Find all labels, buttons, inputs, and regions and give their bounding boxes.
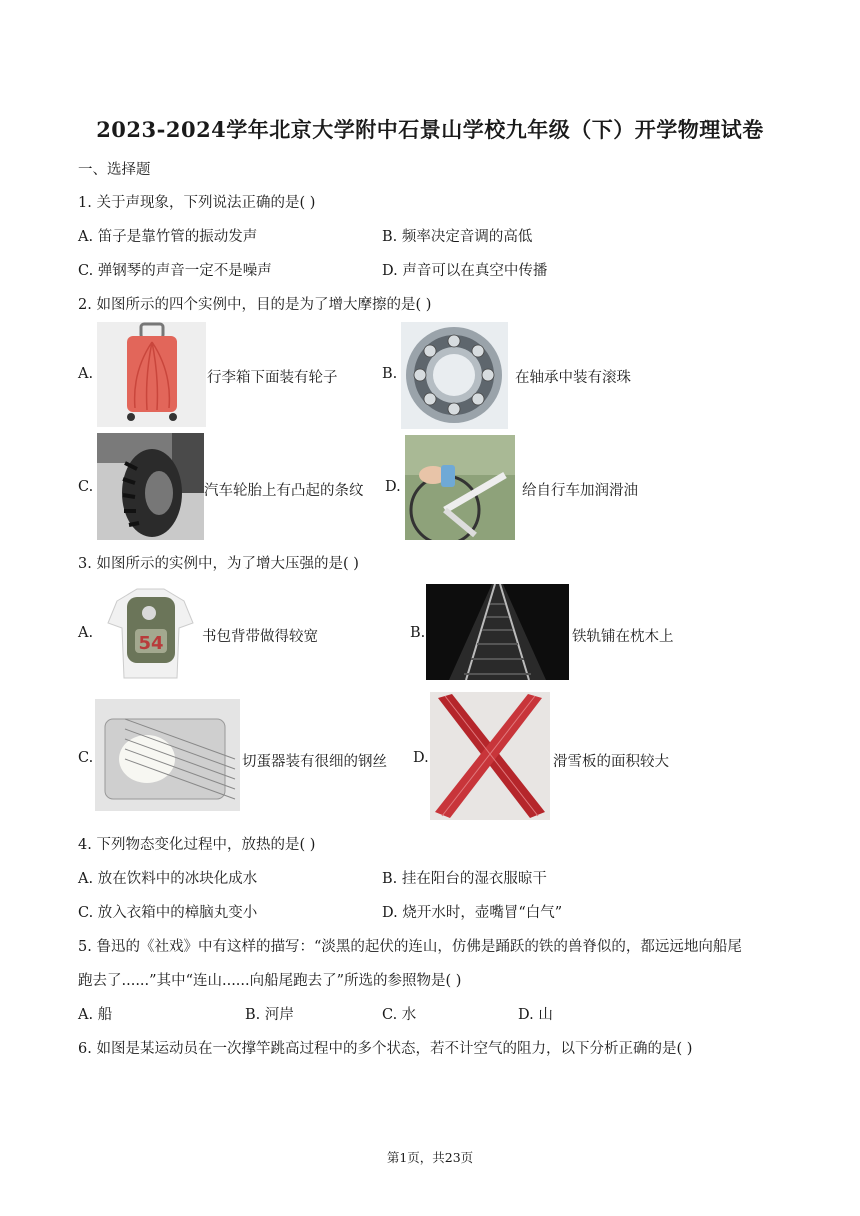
ball-bearing-image [401, 322, 508, 429]
skis-image [430, 692, 550, 820]
question-2-option-d-letter: D. [385, 479, 401, 495]
question-3-option-a-letter: A. [78, 625, 94, 641]
question-1-stem: 1. 关于声现象，下列说法正确的是( ) [78, 195, 316, 211]
question-2-option-b-caption: 在轴承中装有滚珠 [515, 370, 631, 386]
railway-track-image [426, 584, 569, 680]
question-4-option-c: C. 放入衣箱中的樟脑丸变小 [78, 905, 258, 921]
question-3-option-b-letter: B. [410, 625, 426, 641]
egg-slicer-image [95, 699, 240, 811]
question-2-option-d-caption: 给自行车加润滑油 [522, 483, 638, 499]
question-2-option-c-caption: 汽车轮胎上有凸起的条纹 [204, 483, 364, 499]
question-5-option-d: D. 山 [518, 1007, 553, 1023]
question-2-stem: 2. 如图所示的四个实例中，目的是为了增大摩擦的是( ) [78, 297, 432, 313]
question-2-option-c-letter: C. [78, 479, 94, 495]
question-4-option-d: D. 烧开水时，壶嘴冒“白气” [382, 905, 563, 921]
question-1-option-a: A. 笛子是靠竹管的振动发声 [78, 229, 258, 245]
question-1-option-b: B. 频率决定音调的高低 [382, 229, 533, 245]
page-footer: 第1页，共23页 [386, 1150, 474, 1165]
section-title: 一、选择题 [78, 162, 151, 178]
question-3-option-a-caption: 书包背带做得较宽 [202, 629, 318, 645]
tractor-tire-image [97, 433, 204, 540]
question-5-stem-line2: 跑去了......”其中“连山......向船尾跑去了”所选的参照物是( ) [78, 973, 462, 989]
question-1-option-c: C. 弹钢琴的声音一定不是噪声 [78, 263, 272, 279]
question-5-option-a: A. 船 [78, 1007, 113, 1023]
page-title: 2023-2024学年北京大学附中石景山学校九年级（下）开学物理试卷 [96, 117, 764, 142]
question-6-stem: 6. 如图是某运动员在一次撑竿跳高过程中的多个状态，若不计空气的阻力，以下分析正确的是( ) [78, 1041, 693, 1057]
suitcase-image [97, 322, 206, 427]
question-5-stem-line1: 5. 鲁迅的《社戏》中有这样的描写：“淡黑的起伏的连山，仿佛是踊跃的铁的兽脊似的，都远远地向船尾 [78, 939, 742, 955]
question-5-option-b: B. 河岸 [245, 1007, 294, 1023]
question-3-option-c-letter: C. [78, 750, 94, 766]
question-2-option-b-letter: B. [382, 366, 398, 382]
question-3-option-d-caption: 滑雪板的面积较大 [553, 754, 669, 770]
question-3-option-d-letter: D. [413, 750, 429, 766]
question-1-option-d: D. 声音可以在真空中传播 [382, 263, 548, 279]
question-4-option-b: B. 挂在阳台的湿衣服晾干 [382, 871, 547, 887]
question-3-stem: 3. 如图所示的实例中，为了增大压强的是( ) [78, 556, 359, 572]
question-2-option-a-caption: 行李箱下面装有轮子 [207, 370, 338, 386]
question-4-option-a: A. 放在饮料中的冰块化成水 [78, 871, 258, 887]
svg-text:54: 54 [138, 633, 164, 654]
question-2-option-a-letter: A. [78, 366, 94, 382]
question-5-option-c: C. 水 [382, 1007, 417, 1023]
question-3-option-c-caption: 切蛋器装有很细的钢丝 [242, 754, 387, 770]
bicycle-oiling-image [405, 435, 515, 540]
backpack-image [97, 583, 204, 683]
question-4-stem: 4. 下列物态变化过程中，放热的是( ) [78, 837, 316, 853]
question-3-option-b-caption: 铁轨铺在枕木上 [572, 629, 674, 645]
